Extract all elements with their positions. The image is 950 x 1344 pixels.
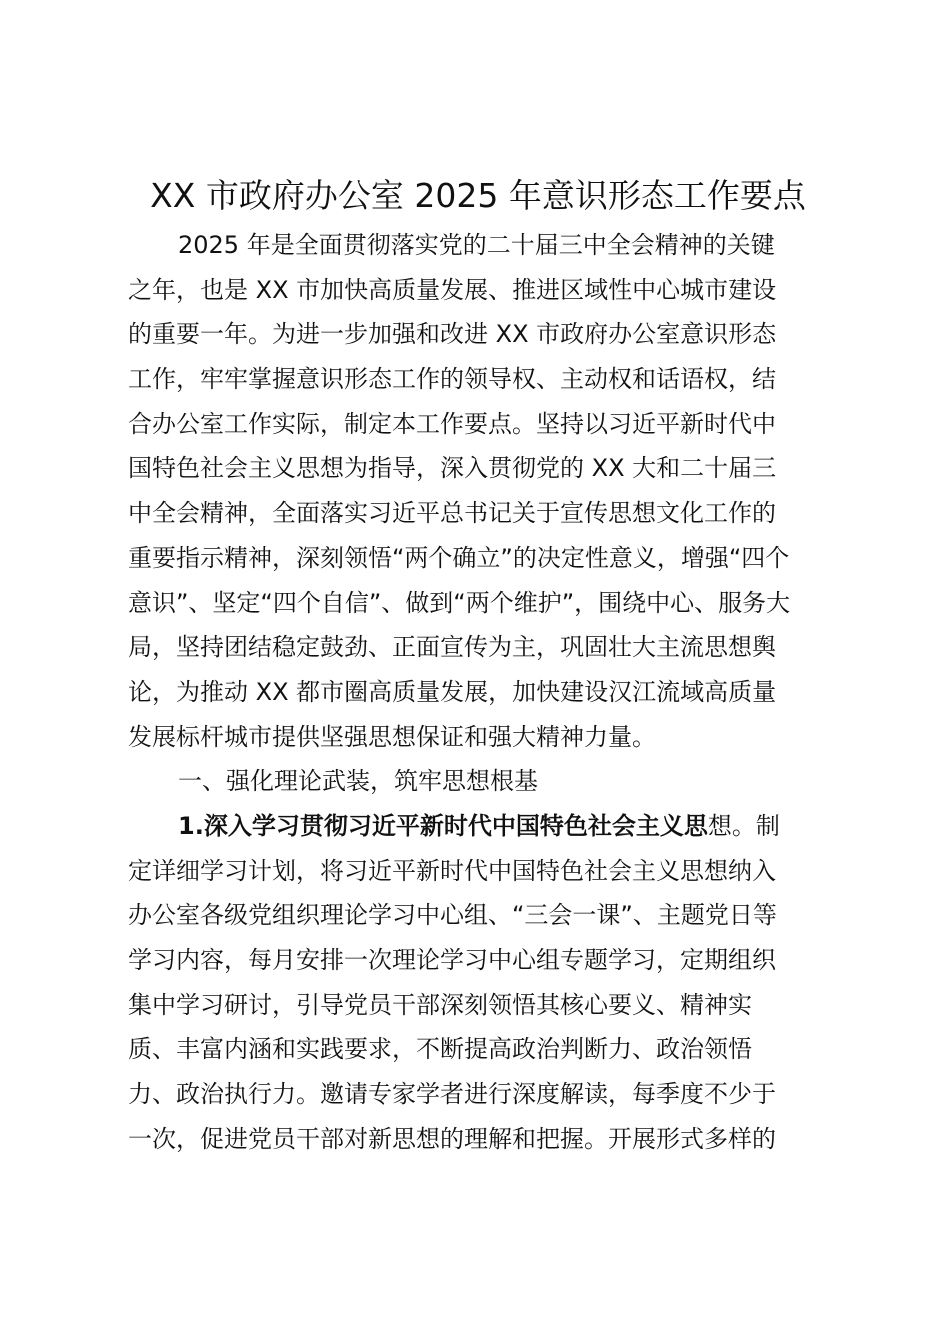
item-1-line: 定详细学习计划，将习近平新时代中国特色社会主义思想纳入 [128, 856, 776, 885]
intro-line: 合办公室工作实际，制定本工作要点。坚持以习近平新时代中 [128, 409, 776, 438]
intro-line: 重要指示精神，深刻领悟“两个确立”的决定性意义，增强“四个 [128, 543, 790, 572]
item-1-line: 一次，促进党员干部对新思想的理解和把握。开展形式多样的 [128, 1124, 776, 1153]
item-1-line: 办公室各级党组织理论学习中心组、“三会一课”、主题党日等 [128, 901, 777, 930]
intro-line: 的重要一年。为进一步加强和改进 XX 市政府办公室意识形态 [128, 320, 777, 349]
item-1-line: 学习内容，每月安排一次理论学习中心组专题学习，定期组织 [128, 946, 776, 974]
item-1-first-line-rest: 想。制 [707, 811, 780, 840]
intro-line: 局，坚持团结稳定鼓劲、正面宣传为主，巩固壮大主流思想舆 [128, 633, 776, 662]
section-heading: 一、强化理论武装，筑牢思想根基 [178, 767, 538, 796]
document-body [128, 223, 838, 1161]
intro-line: 发展标杆城市提供坚强思想保证和强大精神力量。 [128, 722, 656, 751]
intro-line: 2025 年是全面贯彻落实党的二十届三中全会精神的关键 [178, 231, 775, 259]
intro-line: 论，为推动 XX 都市圈高质量发展，加快建设汉江流域高质量 [128, 677, 777, 706]
intro-line: 国特色社会主义思想为指导，深入贯彻党的 XX 大和二十届三 [128, 454, 777, 483]
document-title: XX 市政府办公室 2025 年意识形态工作要点 [150, 176, 806, 215]
item-1-title: 1.深入学习贯彻习近平新时代中国特色社会主义思 [178, 811, 708, 840]
intro-line: 中全会精神，全面落实习近平总书记关于宣传思想文化工作的 [128, 499, 776, 528]
item-1-line: 质、丰富内涵和实践要求，不断提高政治判断力、政治领悟 [128, 1035, 752, 1064]
intro-line: 之年，也是 XX 市加快高质量发展、推进区域性中心城市建设 [128, 275, 777, 304]
item-1-first-line [128, 804, 838, 849]
intro-line: 意识”、坚定“四个自信”、做到“两个维护”，围绕中心、服务大 [128, 588, 791, 617]
intro-line: 工作，牢牢掌握意识形态工作的领导权、主动权和话语权，结 [128, 365, 776, 394]
item-1-line: 集中学习研讨，引导党员干部深刻领悟其核心要义、精神实 [128, 990, 752, 1019]
item-1-line: 力、政治执行力。邀请专家学者进行深度解读，每季度不少于 [128, 1080, 776, 1109]
